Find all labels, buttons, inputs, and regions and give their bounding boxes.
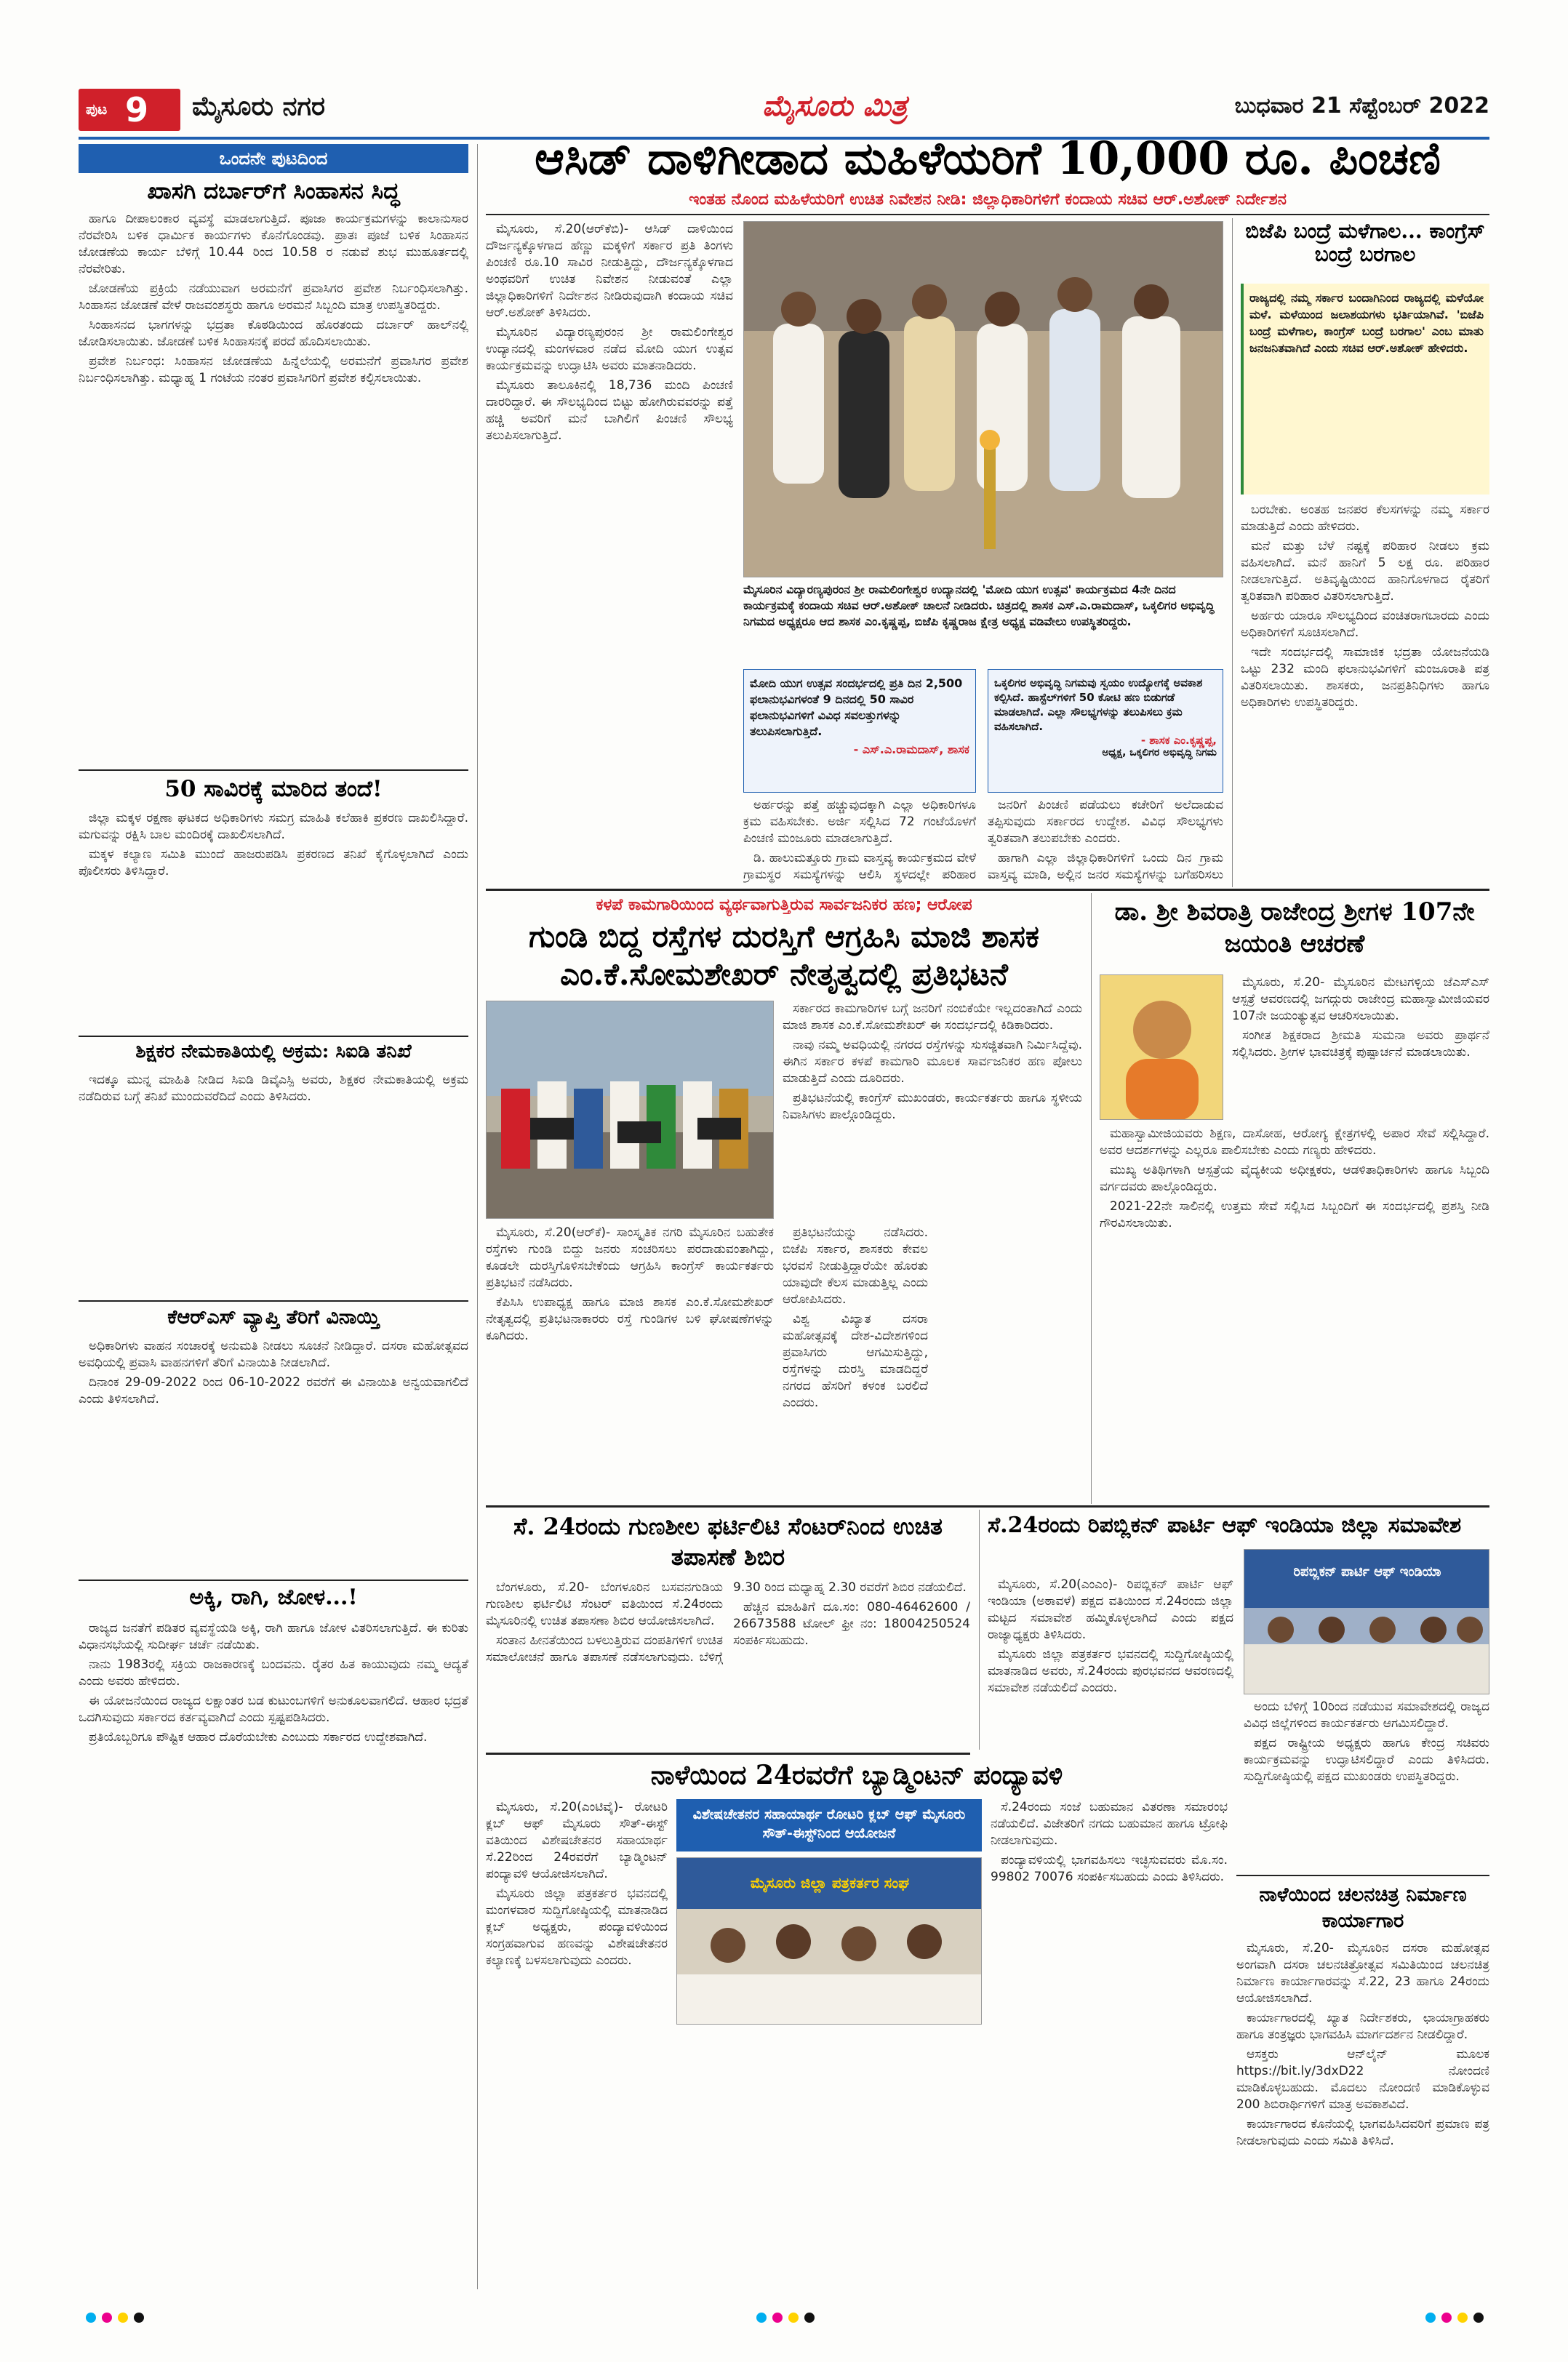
paragraph: ಮೈಸೂರು, ಸೆ.20- ಮೈಸೂರಿನ ದಸರಾ ಮಹೋತ್ಸವ ಅಂಗವಾಗಿ ದಸರಾ ಚಲನಚಿತ್ರೋತ್ಸವ ಸಮಿತಿಯಿಂದ ಚಲನಚಿತ್ರ ನಿರ್ಮಾಣ ಕಾರ್ಯಾಗಾರವನ್ನು ಸೆ.22, 23 ಹಾಗೂ 24ರಂದು ಆಯೋಜಿಸಲಾಗಿದೆ. bbox=[1236, 1941, 1489, 2006]
quote-box-2 bbox=[988, 669, 1223, 793]
issue-date: ಬುಧವಾರ 21 ಸೆಪ್ಟೆಂಬರ್ 2022 bbox=[1234, 93, 1489, 119]
left-a3-title: ಶಿಕ್ಷಕರ ನೇಮಕಾತಿಯಲ್ಲಿ ಅಕ್ರಮ: ಸಿಐಡಿ ತನಿಖೆ bbox=[135, 1041, 412, 1062]
side-headline: ಬಿಜೆಪಿ ಬಂದ್ರೆ ಮಳೆಗಾಲ... ಕಾಂಗ್ರೆಸ್ ಬಂದ್ರೆ ಬರಗಾಲ bbox=[1245, 219, 1485, 267]
black-dot bbox=[134, 2313, 144, 2323]
paragraph: ಕೆಪಿಸಿಸಿ ಉಪಾಧ್ಯಕ್ಷ ಹಾಗೂ ಮಾಜಿ ಶಾಸಕ ಎಂ.ಕೆ.ಸೋಮಶೇಖರ್ ನೇತೃತ್ವದಲ್ಲಿ ಪ್ರತಿಭಟನಾಕಾರರು ರಸ್ತೆ ಗುಂಡಿಗಳ ಬಳಿ ಘೋಷಣೆಗಳನ್ನು ಕೂಗಿದರು. bbox=[486, 1295, 774, 1343]
film-headline: ನಾಳೆಯಿಂದ ಚಲನಚಿತ್ರ ನಿರ್ಮಾಣ ಕಾರ್ಯಾಗಾರ bbox=[1259, 1883, 1467, 1932]
section-rule bbox=[486, 1505, 1489, 1508]
paragraph: ಮೈಸೂರು, ಸೆ.20- ಮೈಸೂರಿನ ಮೇಟಗಳ್ಳಿಯ ಜೆಎಸ್‌ಎಸ್ ಆಸ್ಪತ್ರೆ ಆವರಣದಲ್ಲಿ ಜಗದ್ಗುರು ರಾಜೇಂದ್ರ ಮಹಾಸ್ವಾಮೀಜಿಯವರ 107ನೇ ಜಯಂತ್ಯುತ್ಸವ ಆಚರಿಸಲಾಯಿತು. bbox=[1232, 975, 1489, 1023]
portrait-image bbox=[1100, 975, 1223, 1120]
paragraph: ಮೈಸೂರು ಜಿಲ್ಲಾ ಪತ್ರಕರ್ತರ ಭವನದಲ್ಲಿ ಸುದ್ದಿಗೋಷ್ಠಿಯಲ್ಲಿ ಮಾತನಾಡಿದ ಅವರು, ಸೆ.24ರಂದು ಪುರಭವನದ ಆವರಣದಲ್ಲಿ ಸಮಾವೇಶ ನಡೆಯಲಿದೆ ಎಂದರು. bbox=[988, 1647, 1233, 1695]
paragraph: ಸರ್ಕಾರದ ಕಾಮಗಾರಿಗಳ ಬಗ್ಗೆ ಜನರಿಗೆ ನಂಬಿಕೆಯೇ ಇಲ್ಲದಂತಾಗಿದೆ ಎಂದು ಮಾಜಿ ಶಾಸಕ ಎಂ.ಕೆ.ಸೋಮಶೇಖರ್ ಈ ಸಂದರ್ಭದಲ್ಲಿ ಕಿಡಿಕಾರಿದರು. bbox=[783, 1001, 1082, 1033]
paragraph: ಪ್ರತಿಯೊಬ್ಬರಿಗೂ ಪೌಷ್ಟಿಕ ಆಹಾರ ದೊರೆಯಬೇಕು ಎಂಬುದು ಸರ್ಕಾರದ ಉದ್ದೇಶವಾಗಿದೆ. bbox=[89, 1730, 428, 1745]
film-body bbox=[1236, 1940, 1489, 2282]
cyan-dot bbox=[1425, 2313, 1436, 2323]
paragraph: ಬೆಂಗಳೂರು, ಸೆ.20- ಬೆಂಗಳೂರಿನ ಬಸವನಗುಡಿಯ ಗುಣಶೀಲ ಫರ್ಟಿಲಿಟಿ ಸೆಂಟರ್ ವತಿಯಿಂದ ಸೆ.24ರಂದು ಮೈಸೂರಿನಲ್ಲಿ ಉಚಿತ ತಪಾಸಣಾ ಶಿಬಿರ ಆಯೋಜಿಸಲಾಗಿದೆ. bbox=[486, 1580, 723, 1628]
protest-col-3 bbox=[783, 1001, 1082, 1219]
black-dot bbox=[1473, 2313, 1484, 2323]
badminton-photo bbox=[676, 1857, 982, 2025]
paragraph: ಪಕ್ಷದ ರಾಷ್ಟ್ರೀಯ ಅಧ್ಯಕ್ಷರು ಹಾಗೂ ಕೇಂದ್ರ ಸಚಿವರು ಕಾರ್ಯಕ್ರಮವನ್ನು ಉದ್ಘಾಟಿಸಲಿದ್ದಾರೆ ಎಂದು ತಿಳಿಸಿದರು. ಸುದ್ದಿಗೋಷ್ಠಿಯಲ್ಲಿ ಪಕ್ಷದ ಮುಖಂಡರು ಉಪಸ್ಥಿತರಿದ್ದರು. bbox=[1244, 1736, 1489, 1784]
magenta-dot bbox=[1441, 2313, 1452, 2323]
paragraph: ಮನೆ ಮತ್ತು ಬೆಳೆ ನಷ್ಟಕ್ಕೆ ಪರಿಹಾರ ನೀಡಲು ಕ್ರಮ ವಹಿಸಲಾಗಿದೆ. ಮನೆ ಹಾನಿಗೆ 5 ಲಕ್ಷ ರೂ. ಪರಿಹಾರ ನೀಡಲಾಗುತ್ತಿದೆ. ಅತಿವೃಷ್ಟಿಯಿಂದ ಹಾನಿಗೊಳಗಾದ ರೈತರಿಗೆ ತ್ವರಿತವಾಗಿ ಪರಿಹಾರ ವಿತರಿಸಲಾಗುತ್ತಿದೆ. bbox=[1241, 539, 1489, 604]
paragraph: ಕಾರ್ಯಾಗಾರದಲ್ಲಿ ಖ್ಯಾತ ನಿರ್ದೇಶಕರು, ಛಾಯಾಗ್ರಾಹಕರು ಹಾಗೂ ತಂತ್ರಜ್ಞರು ಭಾಗವಹಿಸಿ ಮಾರ್ಗದರ್ಶನ ನೀಡಲಿದ್ದಾರೆ. bbox=[1236, 2011, 1489, 2042]
yellow-dot bbox=[1457, 2313, 1468, 2323]
quote-box-1 bbox=[743, 669, 976, 793]
cyan-dot bbox=[756, 2313, 767, 2323]
paragraph: ಮುಖ್ಯ ಅತಿಥಿಗಳಾಗಿ ಆಸ್ಪತ್ರೆಯ ವೈದ್ಯಕೀಯ ಅಧೀಕ್ಷಕರು, ಆಡಳಿತಾಧಿಕಾರಿಗಳು ಹಾಗೂ ಸಿಬ್ಬಂದಿ ವರ್ಗದವರು ಪಾಲ್ಗೊಂಡಿದ್ದರು. bbox=[1100, 1163, 1489, 1194]
shivaratri-body-cont bbox=[1100, 1126, 1489, 1501]
rpi-headline: ಸೆ.24ರಂದು ರಿಪಬ್ಲಿಕನ್ ಪಾರ್ಟಿ ಆಫ್ ಇಂಡಿಯಾ ಜಿಲ್ಲಾ ಸಮಾವೇಶ bbox=[988, 1513, 1462, 1538]
continued-banner-text: ಒಂದನೇ ಪುಟದಿಂದ bbox=[219, 148, 328, 169]
paragraph: ಸೆ.24ರಂದು ಸಂಜೆ ಬಹುಮಾನ ವಿತರಣಾ ಸಮಾರಂಭ ನಡೆಯಲಿದೆ. ವಿಜೇತರಿಗೆ ನಗದು ಬಹುಮಾನ ಹಾಗೂ ಟ್ರೋಫಿ ನೀಡಲಾಗುವುದು. bbox=[991, 1800, 1228, 1848]
left-a2-body bbox=[79, 810, 468, 1028]
paragraph: ಇದಕ್ಕೂ ಮುನ್ನ ಮಾಹಿತಿ ನೀಡಿದ ಸಿಐಡಿ ಡಿವೈಎಸ್ಪಿ ಅವರು, ಶಿಕ್ಷಕರ ನೇಮಕಾತಿಯಲ್ಲಿ ಅಕ್ರಮ ನಡೆದಿರುವ ಬಗ್ಗೆ ತನಿಖೆ ಮುಂದುವರೆದಿದೆ ಎಂದು ತಿಳಿಸಿದರು. bbox=[79, 1073, 468, 1104]
left-a1-title: ಖಾಸಗಿ ದರ್ಬಾರ್‌ಗೆ ಸಿಂಹಾಸನ ಸಿದ್ಧ bbox=[147, 178, 400, 204]
paragraph: ಅಧಿಕಾರಿಗಳು ವಾಹನ ಸಂಚಾರಕ್ಕೆ ಅನುಮತಿ ನೀಡಲು ಸೂಚನೆ ನೀಡಿದ್ದಾರೆ. ದಸರಾ ಮಹೋತ್ಸವದ ಅವಧಿಯಲ್ಲಿ ಪ್ರವಾಸಿ ವಾಹನಗಳಿಗೆ ತೆರಿಗೆ ವಿನಾಯಿತಿ ನೀಡಲಾಗಿದೆ. bbox=[79, 1339, 468, 1370]
lead-col-1 bbox=[486, 221, 733, 854]
paragraph: ಮೈಸೂರಿನ ವಿದ್ಯಾರಣ್ಯಪುರಂನ ಶ್ರೀ ರಾಮಲಿಂಗೇಶ್ವರ ಉದ್ಯಾನದಲ್ಲಿ ಮಂಗಳವಾರ ನಡೆದ ಮೋದಿ ಯುಗ ಉತ್ಸವ ಕಾರ್ಯಕ್ರಮವನ್ನು ಉದ್ಘಾಟಿಸಿ ಅವರು ಮಾತನಾಡಿದರು. bbox=[486, 325, 733, 373]
registration-marks-left bbox=[86, 2313, 144, 2323]
registration-marks-right bbox=[1425, 2313, 1484, 2323]
paragraph: ಜಿಲ್ಲಾ ಮಕ್ಕಳ ರಕ್ಷಣಾ ಘಟಕದ ಅಧಿಕಾರಿಗಳು ಸಮಗ್ರ ಮಾಹಿತಿ ಕಲೆಹಾಕಿ ಪ್ರಕರಣ ದಾಖಲಿಸಿದ್ದಾರೆ. ಮಗುವನ್ನು ರಕ್ಷಿಸಿ ಬಾಲ ಮಂದಿರಕ್ಕೆ ದಾಖಲಿಸಲಾಗಿದೆ. bbox=[79, 811, 468, 842]
paragraph: ಪ್ರತಿಭಟನೆಯನ್ನು ನಡೆಸಿದರು. ಬಿಜೆಪಿ ಸರ್ಕಾರ, ಶಾಸಕರು ಕೇವಲ ಭರವಸೆ ನೀಡುತ್ತಿದ್ದಾರೆಯೇ ಹೊರತು ಯಾವುದೇ ಕೆಲಸ ಮಾಡುತ್ತಿಲ್ಲ ಎಂದು ಆರೋಪಿಸಿದರು. bbox=[783, 1225, 928, 1307]
paragraph: ಮೈಸೂರು, ಸೆ.20(ಆರ್‌ಕೆ)- ಸಾಂಸ್ಕೃತಿಕ ನಗರಿ ಮೈಸೂರಿನ ಬಹುತೇಕ ರಸ್ತೆಗಳು ಗುಂಡಿ ಬಿದ್ದು ಜನರು ಸಂಚರಿಸಲು ಪರದಾಡುವಂತಾಗಿದ್ದು, ಕೂಡಲೇ ದುರಸ್ತಿಗೊಳಿಸಬೇಕೆಂದು ಆಗ್ರಹಿಸಿ ಕಾಂಗ್ರೆಸ್ ಕಾರ್ಯಕರ್ತರು ಪ್ರತಿಭಟನೆ ನಡೆಸಿದರು. bbox=[486, 1225, 774, 1290]
shivaratri-portrait bbox=[1100, 974, 1223, 1120]
fertility-body bbox=[486, 1580, 970, 1747]
paragraph: ಸಂಗೀತ ಶಿಕ್ಷಕರಾದ ಶ್ರೀಮತಿ ಸುಮನಾ ಅವರು ಪ್ರಾರ್ಥನೆ ಸಲ್ಲಿಸಿದರು. ಶ್ರೀಗಳ ಭಾವಚಿತ್ರಕ್ಕೆ ಪುಷ್ಪಾರ್ಚನೆ ಮಾಡಲಾಯಿತು. bbox=[1232, 1028, 1489, 1060]
paragraph: ಕಾರ್ಯಾಗಾರದ ಕೊನೆಯಲ್ಲಿ ಭಾಗವಹಿಸಿದವರಿಗೆ ಪ್ರಮಾಣ ಪತ್ರ ನೀಡಲಾಗುವುದು ಎಂದು ಸಮಿತಿ ತಿಳಿಸಿದೆ. bbox=[1236, 2117, 1489, 2148]
left-a1-body bbox=[79, 211, 468, 764]
protest-col-1 bbox=[486, 1225, 774, 1501]
rpi-col-2 bbox=[1244, 1699, 1489, 1866]
page-label: ಪುಟ bbox=[86, 100, 108, 118]
column-rule bbox=[979, 1510, 980, 1750]
rpi-photo bbox=[1244, 1549, 1489, 1694]
paragraph: ಮೈಸೂರು ತಾಲೂಕಿನಲ್ಲಿ 18,736 ಮಂದಿ ಪಿಂಚಣಿ ದಾರರಿದ್ದಾರೆ. ಈ ಸೌಲಭ್ಯದಿಂದ ಬಿಟ್ಟು ಹೋಗಿರುವವರನ್ನು ಪತ್ತೆ ಹಚ್ಚಿ ಅವರಿಗೆ ಮನೆ ಬಾಗಿಲಿಗೆ ಪಿಂಚಣಿ ಸೌಲಭ್ಯ ತಲುಪಿಸಲಾಗುತ್ತಿದೆ. bbox=[486, 378, 733, 443]
paragraph: ಆಸಕ್ತರು ಆನ್‌ಲೈನ್ ಮೂಲಕ https://bit.ly/3dxD22 ನೋಂದಣಿ ಮಾಡಿಕೊಳ್ಳಬಹುದು. ಮೊದಲು ನೋಂದಣಿ ಮಾಡಿಕೊಳ್ಳುವ 200 ಶಿಬಿರಾರ್ಥಿಗಳಿಗೆ ಮಾತ್ರ ಅವಕಾಶವಿದೆ. bbox=[1236, 2047, 1489, 2112]
badminton-kicker: ವಿಶೇಷಚೇತನರ ಸಹಾಯಾರ್ಥ ರೋಟರಿ ಕ್ಲಬ್ ಆಫ್ ಮೈಸೂರು ಸೌತ್-ಈಸ್ಟ್‌ನಿಂದ ಆಯೋಜನೆ bbox=[676, 1799, 982, 1851]
badminton-col-1 bbox=[486, 1799, 668, 2279]
paragraph: ದಿನಾಂಕ 29-09-2022 ರಿಂದ 06-10-2022 ರವರೆಗೆ ಈ ವಿನಾಯಿತಿ ಅನ್ವಯವಾಗಲಿದೆ ಎಂದು ತಿಳಿಸಲಾಗಿದೆ. bbox=[79, 1375, 468, 1406]
left-column bbox=[79, 144, 468, 2289]
paragraph: ಹೆಚ್ಚಿನ ಮಾಹಿತಿಗೆ ದೂ.ಸಂ: 080-46462600 / 26673588 ಟೋಲ್ ಫ್ರೀ ನಂ: 18004250524 ಸಂಪರ್ಕಿಸಬಹುದು. bbox=[733, 1600, 970, 1648]
fertility-headline: ಸೆ. 24ರಂದು ಗುಣಶೀಲ ಫರ್ಟಿಲಿಟಿ ಸೆಂಟರ್‌ನಿಂದ ಉಚಿತ ತಪಾಸಣೆ ಶಿಬಿರ bbox=[513, 1513, 943, 1571]
paragraph: ಮೈಸೂರು, ಸೆ.20(ಆರ್‌ಕೆಬಿ)- ಆಸಿಡ್ ದಾಳಿಯಿಂದ ದೌರ್ಜನ್ಯಕ್ಕೊಳಗಾದ ಹೆಣ್ಣು ಮಕ್ಕಳಿಗೆ ಸರ್ಕಾರ ಪ್ರತಿ ತಿಂಗಳು ಪಿಂಚಣಿ ರೂ.10 ಸಾವಿರ ನೀಡುತ್ತಿದ್ದು, ದೌರ್ಜನ್ಯಕ್ಕೊಳಗಾದ ಅಂಥವರಿಗೆ ಉಚಿತ ನಿವೇಶನ ನೀಡುವಂತೆ ಎಲ್ಲಾ ಜಿಲ್ಲಾಧಿಕಾರಿಗಳಿಗೆ ನಿರ್ದೇಶನ ನೀಡಿರುವುದಾಗಿ ಕಂದಾಯ ಸಚಿವ ಆರ್.ಅಶೋಕ್ ತಿಳಿಸಿದರು. bbox=[486, 222, 733, 320]
paragraph: ಅಂದು ಬೆಳಿಗ್ಗೆ 10ರಿಂದ ನಡೆಯುವ ಸಮಾವೇಶದಲ್ಲಿ ರಾಜ್ಯದ ವಿವಿಧ ಜಿಲ್ಲೆಗಳಿಂದ ಕಾರ್ಯಕರ್ತರು ಆಗಮಿಸಲಿದ್ದಾರೆ. bbox=[1244, 1700, 1489, 1731]
paragraph: ಮೈಸೂರು ಜಿಲ್ಲಾ ಪತ್ರಕರ್ತರ ಭವನದಲ್ಲಿ ಮಂಗಳವಾರ ಸುದ್ದಿಗೋಷ್ಠಿಯಲ್ಲಿ ಮಾತನಾಡಿದ ಕ್ಲಬ್ ಅಧ್ಯಕ್ಷರು, ಪಂದ್ಯಾವಳಿಯಿಂದ ಸಂಗ್ರಹವಾಗುವ ಹಣವನ್ನು ವಿಶೇಷಚೇತನರ ಕಲ್ಯಾಣಕ್ಕೆ ಬಳಸಲಾಗುವುದು ಎಂದರು. bbox=[486, 1886, 668, 1968]
page-number-box bbox=[79, 89, 180, 131]
magenta-dot bbox=[102, 2313, 112, 2323]
paragraph: ಹಾಗೂ ದೀಪಾಲಂಕಾರ ವ್ಯವಸ್ಥೆ ಮಾಡಲಾಗುತ್ತಿದೆ. ಪೂಜಾ ಕಾರ್ಯಕ್ರಮಗಳನ್ನು ಕಾಲಾನುಸಾರ ನೆರವೇರಿಸಿ ಬಳಿಕ ಧಾರ್ಮಿಕ ಕಾರ್ಯಗಳು ಕೊನೆಗೊಂಡವು. ಪ್ರಾತಃ ಪೂಜೆ ಬಳಿಕ ಸಿಂಹಾಸನ ಜೋಡಣೆಯ ಕಾರ್ಯ ಬೆಳಿಗ್ಗೆ 10.44 ರಿಂದ 10.58 ರ ನಡುವೆ ಶುಭ ಮುಹೂರ್ತದಲ್ಲಿ ನೆರವೇರಿತು. bbox=[79, 212, 468, 276]
paragraph: ಡಿ. ಹಾಲುಮತ್ತೂರು ಗ್ರಾಮ ವಾಸ್ತವ್ಯ ಕಾರ್ಯಕ್ರಮದ ವೇಳೆ ಗ್ರಾಮಸ್ಥರ ಸಮಸ್ಯೆಗಳನ್ನು ಆಲಿಸಿ ಸ್ಥಳದಲ್ಲೇ ಪರಿಹಾರ bbox=[743, 851, 976, 882]
lead-subheadline: ಇಂತಹ ನೊಂದ ಮಹಿಳೆಯರಿಗೆ ಉಚಿತ ನಿವೇಶನ ನೀಡಿ: ಜಿಲ್ಲಾಧಿಕಾರಿಗಳಿಗೆ ಕಂದಾಯ ಸಚಿವ ಆರ್.ಅಶೋಕ್ ನಿರ್ದೇಶನ bbox=[689, 191, 1287, 209]
section-rule bbox=[486, 1753, 970, 1755]
divider bbox=[79, 1300, 468, 1302]
lead-headline: ಆಸಿಡ್ ದಾಳಿಗೀಡಾದ ಮಹಿಳೆಯರಿಗೆ 10,000 ರೂ. ಪಿಂಚಣಿ bbox=[535, 132, 1441, 185]
divider bbox=[79, 1580, 468, 1581]
yellow-dot bbox=[788, 2313, 799, 2323]
divider bbox=[79, 1036, 468, 1037]
quote-2-role: ಅಧ್ಯಕ್ಷ, ಒಕ್ಕಲಿಗರ ಅಭಿವೃದ್ಧಿ ನಿಗಮ bbox=[1102, 747, 1217, 758]
left-a4-title: ಕೆಆರ್‌ಎಸ್ ವ್ಯಾಪ್ತಿ ತೆರಿಗೆ ವಿನಾಯ್ತಿ bbox=[167, 1306, 380, 1329]
paragraph: ಮಕ್ಕಳ ಕಲ್ಯಾಣ ಸಮಿತಿ ಮುಂದೆ ಹಾಜರುಪಡಿಸಿ ಪ್ರಕರಣದ ತನಿಖೆ ಕೈಗೊಳ್ಳಲಾಗಿದೆ ಎಂದು ಪೊಲೀಸರು ತಿಳಿಸಿದ್ದಾರೆ. bbox=[79, 847, 468, 878]
paragraph: 2021-22ನೇ ಸಾಲಿನಲ್ಲಿ ಉತ್ತಮ ಸೇವೆ ಸಲ್ಲಿಸಿದ ಸಿಬ್ಬಂದಿಗೆ ಈ ಸಂದರ್ಭದಲ್ಲಿ ಪ್ರಶಸ್ತಿ ನೀಡಿ ಗೌರವಿಸಲಾಯಿತು. bbox=[1100, 1199, 1489, 1230]
lead-col-3 bbox=[743, 797, 976, 884]
left-a4-body bbox=[79, 1338, 468, 1571]
side-box bbox=[1241, 284, 1489, 495]
paragraph: ನಾವು ನಮ್ಮ ಅವಧಿಯಲ್ಲಿ ನಗರದ ರಸ್ತೆಗಳನ್ನು ಸುಸಜ್ಜಿತವಾಗಿ ನಿರ್ಮಿಸಿದ್ದೆವು. ಈಗಿನ ಸರ್ಕಾರ ಕಳಪೆ ಕಾಮಗಾರಿ ಮೂಲಕ ಸಾರ್ವಜನಿಕರ ಹಣ ಪೋಲು ಮಾಡುತ್ತಿದೆ ಎಂದು ದೂರಿದರು. bbox=[783, 1038, 1082, 1086]
protest-col-2 bbox=[783, 1225, 928, 1501]
paragraph: ಇದೇ ಸಂದರ್ಭದಲ್ಲಿ ಸಾಮಾಜಿಕ ಭದ್ರತಾ ಯೋಜನೆಯಡಿ ಒಟ್ಟು 232 ಮಂದಿ ಫಲಾನುಭವಿಗಳಿಗೆ ಮಂಜೂರಾತಿ ಪತ್ರ ವಿತರಿಸಲಾಯಿತು. ಶಾಸಕರು, ಜನಪ್ರತಿನಿಧಿಗಳು ಹಾಗೂ ಅಧಿಕಾರಿಗಳು ಉಪಸ್ಥಿತರಿದ್ದರು. bbox=[1241, 645, 1489, 710]
divider bbox=[79, 769, 468, 771]
black-dot bbox=[804, 2313, 815, 2323]
page-number: 9 bbox=[125, 90, 149, 129]
paragraph: ವಿಶ್ವ ವಿಖ್ಯಾತ ದಸರಾ ಮಹೋತ್ಸವಕ್ಕೆ ದೇಶ-ವಿದೇಶಗಳಿಂದ ಪ್ರವಾಸಿಗರು ಆಗಮಿಸುತ್ತಿದ್ದು, ರಸ್ತೆಗಳನ್ನು ದುರಸ್ತಿ ಮಾಡದಿದ್ದರೆ ನಗರದ ಹೆಸರಿಗೆ ಕಳಂಕ ಬರಲಿದೆ ಎಂದರು. bbox=[783, 1312, 928, 1410]
side-box-text: ರಾಜ್ಯದಲ್ಲಿ ನಮ್ಮ ಸರ್ಕಾರ ಬಂದಾಗಿನಿಂದ ರಾಜ್ಯದಲ್ಲಿ ಮಳೆಯೋ ಮಳೆ. ಮಳೆಯಿಂದ ಜಲಾಶಯಗಳು ಭರ್ತಿಯಾಗಿವೆ. 'ಬಿಜೆಪಿ ಬಂದ್ರೆ ಮಳೆಗಾಲ, ಕಾಂಗ್ರೆಸ್ ಬಂದ್ರೆ ಬರಗಾಲ' ಎಂಬ ಮಾತು ಜನಜನಿತವಾಗಿದೆ ಎಂದು ಸಚಿವ ಆರ್.ಅಶೋಕ್ ಹೇಳಿದರು. bbox=[1249, 291, 1484, 355]
paragraph: ಸಿಂಹಾಸನದ ಭಾಗಗಳನ್ನು ಭದ್ರತಾ ಕೊಠಡಿಯಿಂದ ಹೊರತಂದು ದರ್ಬಾರ್ ಹಾಲ್‌ನಲ್ಲಿ ಜೋಡಿಸಲಾಯಿತು. ಜೋಡಣೆ ಬಳಿಕ ಸಿಂಹಾಸನಕ್ಕೆ ಪರದೆ ಹೊದಿಸಲಾಯಿತು. bbox=[79, 318, 468, 349]
quote-2-attribution: - ಶಾಸಕ ಎಂ.ಕೃಷ್ಣಪ್ಪ, bbox=[1140, 734, 1217, 747]
column-rule bbox=[1091, 893, 1092, 1504]
protest-headline: ಗುಂಡಿ ಬಿದ್ದ ರಸ್ತೆಗಳ ದುರಸ್ತಿಗೆ ಆಗ್ರಹಿಸಿ ಮಾಜಿ ಶಾಸಕ ಎಂ.ಕೆ.ಸೋಮಶೇಖರ್ ನೇತೃತ್ವದಲ್ಲಿ ಪ್ರತಿಭಟನೆ bbox=[529, 918, 1039, 992]
lead-photo-caption: ಮೈಸೂರಿನ ವಿದ್ಯಾರಣ್ಯಪುರಂನ ಶ್ರೀ ರಾಮಲಿಂಗೇಶ್ವರ ಉದ್ಯಾನದಲ್ಲಿ 'ಮೋದಿ ಯುಗ ಉತ್ಸವ' ಕಾರ್ಯಕ್ರಮದ 4ನೇ ದಿನದ ಕಾರ್ಯಕ್ರಮಕ್ಕೆ ಕಂದಾಯ ಸಚಿವ ಆರ್.ಅಶೋಕ್ ಚಾಲನೆ ನೀಡಿದರು. ಚಿತ್ರದಲ್ಲಿ ಶಾಸಕ ಎಸ್.ಎ.ರಾಮದಾಸ್, ಒಕ್ಕಲಿಗರ ಅಭಿವೃದ್ಧಿ ನಿಗಮದ ಅಧ್ಯಕ್ಷರೂ ಆದ ಶಾಸಕ ಎಂ.ಕೃಷ್ಣಪ್ಪ, ಬಿಜೆಪಿ ಕೃಷ್ಣರಾಜ ಕ್ಷೇತ್ರ ಅಧ್ಯಕ್ಷ ವಡಿವೇಲು ಉಪಸ್ಥಿತರಿದ್ದರು. bbox=[743, 583, 1215, 628]
shivaratri-body bbox=[1232, 974, 1489, 1120]
section-rule bbox=[1236, 1875, 1489, 1876]
registration-marks-center bbox=[756, 2313, 815, 2323]
paragraph: ಪ್ರವೇಶ ನಿರ್ಬಂಧ: ಸಿಂಹಾಸನ ಜೋಡಣೆಯ ಹಿನ್ನೆಲೆಯಲ್ಲಿ ಅರಮನೆಗೆ ಪ್ರವಾಸಿಗರ ಪ್ರವೇಶ ನಿರ್ಬಂಧಿಸಲಾಗಿತ್ತು. ಮಧ್ಯಾಹ್ನ 1 ಗಂಟೆಯ ನಂತರ ಪ್ರವಾಸಿಗರಿಗೆ ಪ್ರವೇಶ ಕಲ್ಪಿಸಲಾಯಿತು. bbox=[79, 354, 468, 385]
column-rule bbox=[477, 144, 478, 2289]
column-rule bbox=[1232, 218, 1233, 887]
magenta-dot bbox=[772, 2313, 783, 2323]
quote-1-text: ಮೋದಿ ಯುಗ ಉತ್ಸವ ಸಂದರ್ಭದಲ್ಲಿ ಪ್ರತಿ ದಿನ 2,500 ಫಲಾನುಭವಿಗಳಂತೆ 9 ದಿನದಲ್ಲಿ 50 ಸಾವಿರ ಫಲಾನುಭವಿಗಳಿಗೆ ವಿವಿಧ ಸವಲತ್ತುಗಳನ್ನು ತಲುಪಿಸಲಾಗುತ್ತಿದೆ. bbox=[750, 676, 963, 738]
quote-1-attribution: - ಎಸ್.ಎ.ರಾಮದಾಸ್, ಶಾಸಕ bbox=[853, 742, 969, 756]
paragraph: ಮೈಸೂರು, ಸೆ.20(ಎಂಟಿವೈ)- ರೋಟರಿ ಕ್ಲಬ್ ಆಫ್ ಮೈಸೂರು ಸೌತ್-ಈಸ್ಟ್ ವತಿಯಿಂದ ವಿಶೇಷಚೇತನರ ಸಹಾಯಾರ್ಥ ಸೆ.22ರಿಂದ 24ರವರೆಗೆ ಬ್ಯಾಡ್ಮಿಂಟನ್ ಪಂದ್ಯಾವಳಿ ಆಯೋಜಿಸಲಾಗಿದೆ. bbox=[486, 1800, 668, 1881]
continued-banner bbox=[79, 144, 468, 173]
paragraph: ಜೋಡಣೆಯ ಪ್ರಕ್ರಿಯೆ ನಡೆಯುವಾಗ ಅರಮನೆಗೆ ಪ್ರವಾಸಿಗರ ಪ್ರವೇಶ ನಿರ್ಬಂಧಿಸಲಾಗಿತ್ತು. ಸಿಂಹಾಸನ ಜೋಡಣೆ ವೇಳೆ ರಾಜವಂಶಸ್ಥರು ಹಾಗೂ ಅರಮನೆ ಸಿಬ್ಬಂದಿ ಮಾತ್ರ ಉಪಸ್ಥಿತರಿದ್ದರು. bbox=[79, 281, 468, 313]
paragraph: ಸಂತಾನ ಹೀನತೆಯಿಂದ ಬಳಲುತ್ತಿರುವ ದಂಪತಿಗಳಿಗೆ ಉಚಿತ ಸಮಾಲೋಚನೆ ಹಾಗೂ ತಪಾಸಣೆ ನಡೆಸಲಾಗುವುದು. ಬೆಳಿಗ್ಗೆ 9.30 ರಿಂದ ಮಧ್ಯಾಹ್ನ 2.30 ರವರೆಗೆ ಶಿಬಿರ ನಡೆಯಲಿದೆ. bbox=[486, 1580, 967, 1665]
cyan-dot bbox=[86, 2313, 96, 2323]
protest-kicker: ಕಳಪೆ ಕಾಮಗಾರಿಯಿಂದ ವ್ಯರ್ಥವಾಗುತ್ತಿರುವ ಸಾರ್ವಜನಿಕರ ಹಣ; ಆರೋಪ bbox=[596, 896, 972, 914]
paper-name: ಮೈಸೂರು ಮಿತ್ರ bbox=[762, 89, 908, 123]
side-body bbox=[1241, 502, 1489, 887]
paragraph: ಮಹಾಸ್ವಾಮೀಜಿಯವರು ಶಿಕ್ಷಣ, ದಾಸೋಹ, ಆರೋಗ್ಯ ಕ್ಷೇತ್ರಗಳಲ್ಲಿ ಅಪಾರ ಸೇವೆ ಸಲ್ಲಿಸಿದ್ದಾರೆ. ಅವರ ಆದರ್ಶಗಳನ್ನು ಎಲ್ಲರೂ ಪಾಲಿಸಬೇಕು ಎಂದು ಗಣ್ಯರು ಹೇಳಿದರು. bbox=[1100, 1126, 1489, 1158]
paragraph: ಈ ಯೋಜನೆಯಿಂದ ರಾಜ್ಯದ ಲಕ್ಷಾಂತರ ಬಡ ಕುಟುಂಬಗಳಿಗೆ ಅನುಕೂಲವಾಗಲಿದೆ. ಆಹಾರ ಭದ್ರತೆ ಒದಗಿಸುವುದು ಸರ್ಕಾರದ ಕರ್ತವ್ಯವಾಗಿದೆ ಎಂದು ಸ್ಪಷ್ಟಪಡಿಸಿದರು. bbox=[79, 1694, 468, 1725]
paragraph: ರಾಜ್ಯದ ಜನತೆಗೆ ಪಡಿತರ ವ್ಯವಸ್ಥೆಯಡಿ ಅಕ್ಕಿ, ರಾಗಿ ಹಾಗೂ ಜೋಳ ವಿತರಿಸಲಾಗುತ್ತಿದೆ. ಈ ಕುರಿತು ವಿಧಾನಸಭೆಯಲ್ಲಿ ಸುದೀರ್ಘ ಚರ್ಚೆ ನಡೆಯಿತು. bbox=[79, 1621, 468, 1652]
lead-photo-image bbox=[744, 222, 1223, 577]
yellow-dot bbox=[118, 2313, 128, 2323]
protest-photo-image bbox=[487, 1001, 774, 1219]
paragraph: ಹಾಗಾಗಿ ಎಲ್ಲಾ ಜಿಲ್ಲಾಧಿಕಾರಿಗಳಿಗೆ ಒಂದು ದಿನ ಗ್ರಾಮ ವಾಸ್ತವ್ಯ ಮಾಡಿ, ಅಲ್ಲಿನ ಜನರ ಸಮಸ್ಯೆಗಳನ್ನು ಬಗೆಹರಿಸಲು bbox=[988, 851, 1223, 882]
masthead bbox=[79, 81, 1489, 137]
paragraph: ಮೈಸೂರು, ಸೆ.20(ಎಂಎಂ)- ರಿಪಬ್ಲಿಕನ್ ಪಾರ್ಟಿ ಆಫ್ ಇಂಡಿಯಾ (ಅಠಾವಳೆ) ಪಕ್ಷದ ವತಿಯಿಂದ ಸೆ.24ರಂದು ಜಿಲ್ಲಾ ಮಟ್ಟದ ಸಮಾವೇಶ ಹಮ್ಮಿಕೊಳ್ಳಲಾಗಿದೆ ಎಂದು ಪಕ್ಷದ ರಾಜ್ಯಾಧ್ಯಕ್ಷರು ತಿಳಿಸಿದರು. bbox=[988, 1577, 1233, 1642]
lead-photo bbox=[743, 221, 1223, 577]
badminton-col-2 bbox=[991, 1799, 1228, 2279]
paragraph: ಅರ್ಹರನ್ನು ಪತ್ತೆ ಹಚ್ಚುವುದಕ್ಕಾಗಿ ಎಲ್ಲಾ ಅಧಿಕಾರಿಗಳೂ ಕ್ರಮ ವಹಿಸಬೇಕು. ಅರ್ಜಿ ಸಲ್ಲಿಸಿದ 72 ಗಂಟೆಯೊಳಗೆ ಪಿಂಚಣಿ ಮಂಜೂರು ಮಾಡಲಾಗುತ್ತಿದೆ. bbox=[743, 798, 976, 846]
left-a2-title: 50 ಸಾವಿರಕ್ಕೆ ಮಾರಿದ ತಂದೆ! bbox=[164, 776, 383, 802]
rpi-banner-text: ರಿಪಬ್ಲಿಕನ್ ಪಾರ್ಟಿ ಆಫ್ ಇಂಡಿಯಾ bbox=[1293, 1564, 1441, 1580]
badminton-headline: ನಾಳೆಯಿಂದ 24ರವರೆಗೆ ಬ್ಯಾಡ್ಮಿಂಟನ್ ಪಂದ್ಯಾವಳಿ bbox=[650, 1760, 1063, 1790]
paragraph: ಅರ್ಹರು ಯಾರೂ ಸೌಲಭ್ಯದಿಂದ ವಂಚಿತರಾಗಬಾರದು ಎಂದು ಅಧಿಕಾರಿಗಳಿಗೆ ಸೂಚಿಸಲಾಗಿದೆ. bbox=[1241, 609, 1489, 640]
paragraph: ಪಂದ್ಯಾವಳಿಯಲ್ಲಿ ಭಾಗವಹಿಸಲು ಇಚ್ಛಿಸುವವರು ಮೊ.ಸಂ. 99802 70076 ಸಂಪರ್ಕಿಸಬಹುದು ಎಂದು ತಿಳಿಸಿದರು. bbox=[991, 1853, 1228, 1884]
section-name: ಮೈಸೂರು ನಗರ bbox=[192, 92, 326, 121]
badminton-banner-text: ಮೈಸೂರು ಜಿಲ್ಲಾ ಪತ್ರಕರ್ತರ ಸಂಘ bbox=[750, 1874, 910, 1891]
quote-2-text: ಒಕ್ಕಲಿಗರ ಅಭಿವೃದ್ಧಿ ನಿಗಮವು ಸ್ವಯಂ ಉದ್ಯೋಗಕ್ಕೆ ಅವಕಾಶ ಕಲ್ಪಿಸಿದೆ. ಹಾಸ್ಟೆಲ್‌ಗಳಿಗೆ 50 ಕೋಟಿ ಹಣ ಬಿಡುಗಡೆ ಮಾಡಲಾಗಿದೆ. ಎಲ್ಲಾ ಸೌಲಭ್ಯಗಳನ್ನು ತಲುಪಿಸಲು ಕ್ರಮ ವಹಿಸಲಾಗಿದೆ. bbox=[994, 676, 1203, 733]
protest-photo bbox=[486, 1001, 774, 1219]
shivaratri-headline: ಡಾ. ಶ್ರೀ ಶಿವರಾತ್ರಿ ರಾಜೇಂದ್ರ ಶ್ರೀಗಳ 107ನೇ ಜಯಂತಿ ಆಚರಣೆ bbox=[1114, 897, 1475, 958]
left-a5-title: ಅಕ್ಕಿ, ರಾಗಿ, ಜೋಳ...! bbox=[189, 1585, 358, 1610]
lead-col-4 bbox=[988, 797, 1223, 884]
left-a5-body bbox=[79, 1620, 468, 2275]
paragraph: ಜನರಿಗೆ ಪಿಂಚಣಿ ಪಡೆಯಲು ಕಚೇರಿಗೆ ಅಲೆದಾಡುವ ತಪ್ಪಿಸುವುದು ಸರ್ಕಾರದ ಉದ್ದೇಶ. ವಿವಿಧ ಸೌಲಭ್ಯಗಳು ತ್ವರಿತವಾಗಿ ತಲುಪಬೇಕು ಎಂದರು. bbox=[988, 798, 1223, 846]
lead-rule bbox=[486, 214, 1489, 215]
paragraph: ಬರಬೇಕು. ಅಂತಹ ಜನಪರ ಕೆಲಸಗಳನ್ನು ನಮ್ಮ ಸರ್ಕಾರ ಮಾಡುತ್ತಿದೆ ಎಂದು ಹೇಳಿದರು. bbox=[1241, 503, 1489, 534]
left-a3-body bbox=[79, 1072, 468, 1290]
paragraph: ಪ್ರತಿಭಟನೆಯಲ್ಲಿ ಕಾಂಗ್ರೆಸ್ ಮುಖಂಡರು, ಕಾರ್ಯಕರ್ತರು ಹಾಗೂ ಸ್ಥಳೀಯ ನಿವಾಸಿಗಳು ಪಾಲ್ಗೊಂಡಿದ್ದರು. bbox=[783, 1091, 1082, 1122]
section-rule bbox=[486, 889, 1489, 891]
paragraph: ನಾನು 1983ರಲ್ಲಿ ಸಕ್ರಿಯ ರಾಜಕಾರಣಕ್ಕೆ ಬಂದವನು. ರೈತರ ಹಿತ ಕಾಯುವುದು ನಮ್ಮ ಆದ್ಯತೆ ಎಂದು ಅವರು ಹೇಳಿದರು. bbox=[79, 1657, 468, 1689]
